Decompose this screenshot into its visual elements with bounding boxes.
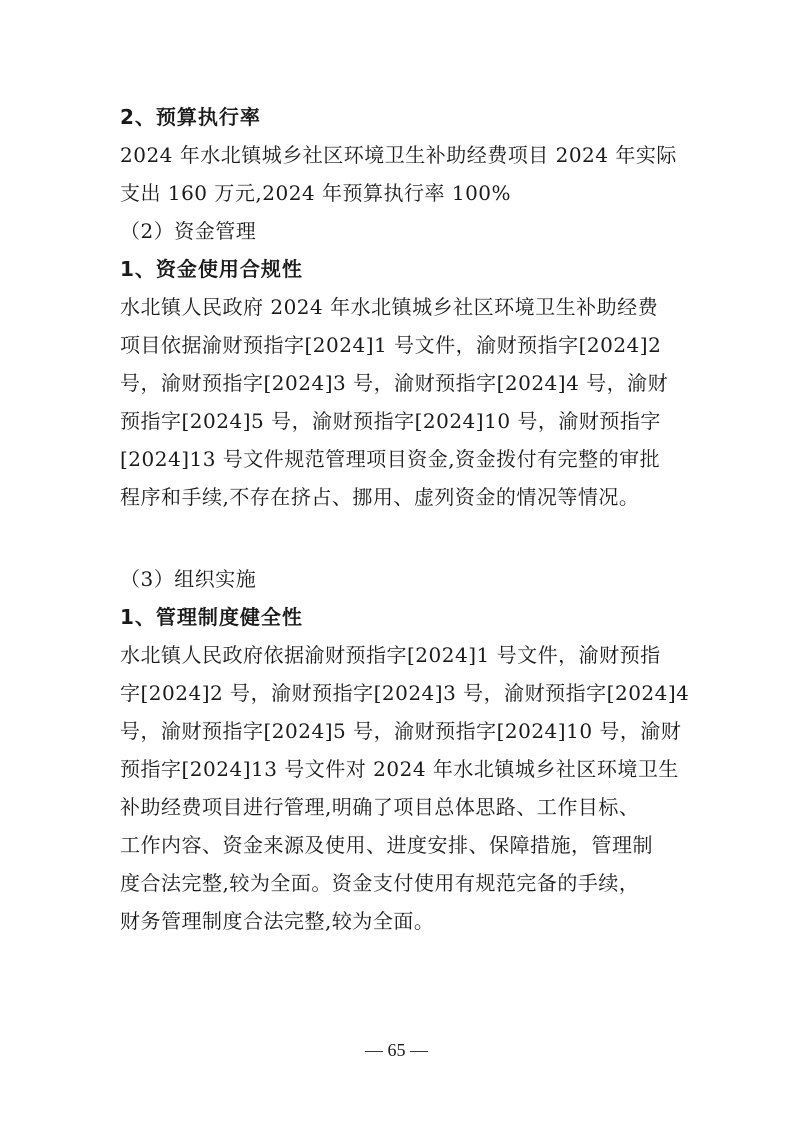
paragraph-line: 水北镇人民政府 2024 年水北镇城乡社区环境卫生补助经费: [120, 295, 659, 319]
paragraph-line: 项目依据渝财预指字[2024]1 号文件，渝财预指字[2024]2: [120, 333, 662, 357]
section-heading-fund-compliance: 1、资金使用合规性: [120, 257, 303, 281]
paragraph-line: 2024 年水北镇城乡社区环境卫生补助经费项目 2024 年实际: [120, 143, 677, 167]
paragraph-line: 字[2024]2 号，渝财预指字[2024]3 号，渝财预指字[2024]4: [120, 681, 690, 705]
paragraph-line: 工作内容、资金来源及使用、进度安排、保障措施，管理制: [120, 833, 653, 857]
paragraph-line: 程序和手续,不存在挤占、挪用、虚列资金的情况等情况。: [120, 485, 640, 509]
paragraph-line: 水北镇人民政府依据渝财预指字[2024]1 号文件，渝财预指: [120, 643, 661, 667]
paragraph-line: 补助经费项目进行管理,明确了项目总体思路、工作目标、: [120, 795, 640, 819]
section-heading-management-system: 1、管理制度健全性: [120, 605, 303, 629]
paragraph-line: 预指字[2024]5 号，渝财预指字[2024]10 号，渝财预指字: [120, 409, 661, 433]
paragraph-line: 号，渝财预指字[2024]5 号，渝财预指字[2024]10 号，渝财: [120, 719, 682, 743]
paragraph-line: 预指字[2024]13 号文件对 2024 年水北镇城乡社区环境卫生: [120, 757, 679, 781]
section-heading-budget-execution: 2、预算执行率: [120, 105, 261, 129]
page-number: — 65 —: [365, 1040, 428, 1060]
document-page: [120, 98, 690, 940]
paragraph-spacer: [120, 516, 680, 560]
subsection-title-organization: （3）组织实施: [120, 567, 257, 591]
subsection-title-fund-management: （2）资金管理: [120, 219, 257, 243]
paragraph-line: 号，渝财预指字[2024]3 号，渝财预指字[2024]4 号，渝财: [120, 371, 669, 395]
paragraph-line: 财务管理制度合法完整,较为全面。: [120, 909, 435, 933]
paragraph-line: 支出 160 万元,2024 年预算执行率 100%: [120, 181, 512, 205]
paragraph-line: [2024]13 号文件规范管理项目资金,资金拨付有完整的审批: [120, 447, 661, 471]
paragraph-line: 度合法完整,较为全面。资金支付使用有规范完备的手续，: [120, 871, 640, 895]
